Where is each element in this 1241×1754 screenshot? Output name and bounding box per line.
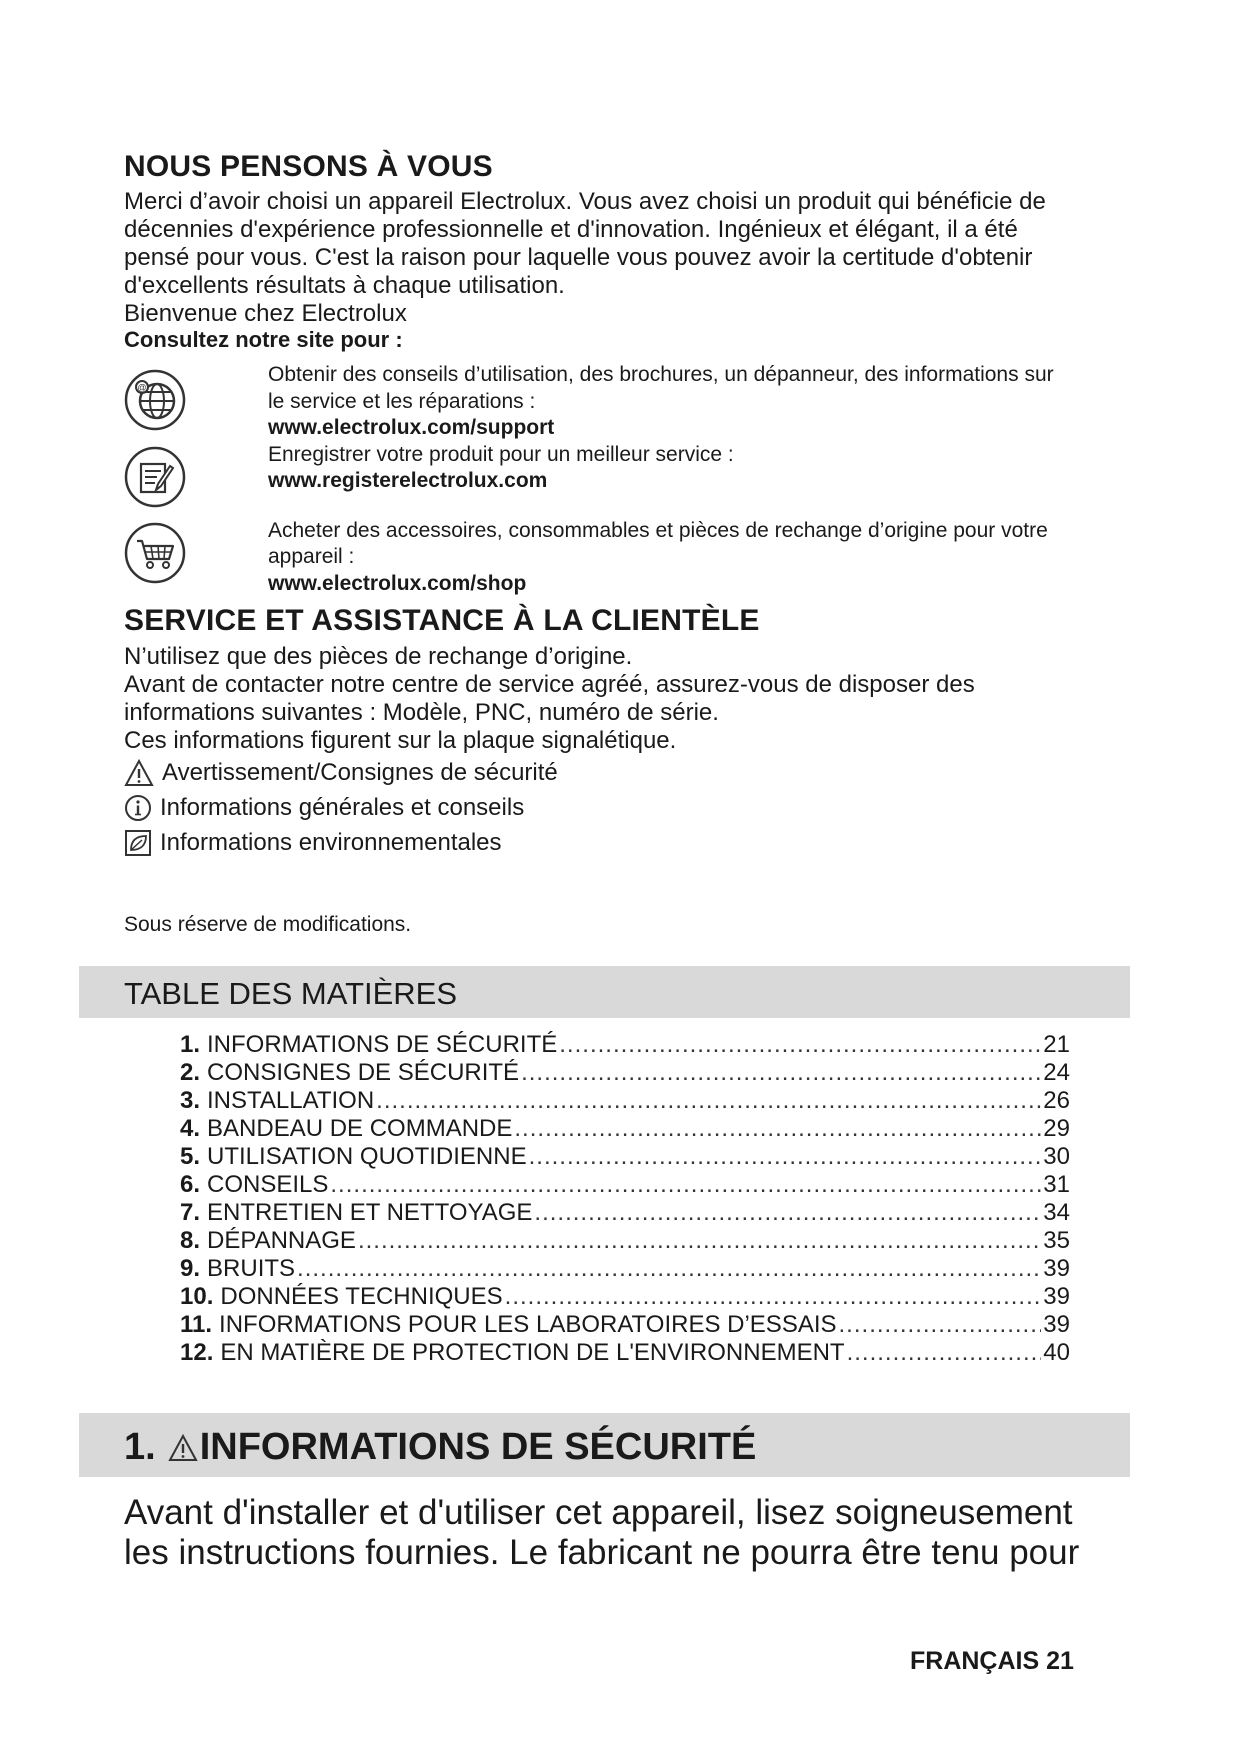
safety-title: INFORMATIONS DE SÉCURITÉ — [199, 1426, 757, 1468]
modification-note: Sous réserve de modifications. — [124, 913, 412, 936]
toc-header-bar — [79, 966, 1130, 1018]
toc-number: 11. — [180, 1311, 213, 1338]
toc-number: 12. — [180, 1339, 214, 1366]
toc-number: 2. — [180, 1059, 201, 1086]
register-document-icon — [124, 446, 186, 508]
consult-label: Consultez notre site pour : — [124, 327, 403, 352]
toc-label: DONNÉES TECHNIQUES — [220, 1283, 503, 1310]
toc-number: 6. — [180, 1171, 201, 1198]
toc-page: 26 — [1043, 1087, 1070, 1114]
service-line: Avant de contacter notre centre de service agréé, assurez-vous de disposer des — [124, 671, 975, 698]
site-register-text: Enregistrer votre produit pour un meilleur service : — [268, 443, 734, 466]
info-icon — [124, 794, 152, 822]
toc-page: 31 — [1043, 1171, 1070, 1198]
site-shop-text: Acheter des accessoires, consommables et pièces de rechange d’origine pour votre — [268, 519, 1048, 542]
toc-label: BANDEAU DE COMMANDE — [207, 1115, 513, 1142]
welcome-line: d'excellents résultats à chaque utilisation. — [124, 272, 565, 299]
toc-title: TABLE DES MATIÈRES — [124, 976, 458, 1011]
warning-triangle-icon — [124, 759, 154, 787]
toc-item[interactable] — [180, 1143, 1070, 1171]
toc-label: EN MATIÈRE DE PROTECTION DE L'ENVIRONNEMENT — [220, 1339, 845, 1366]
toc-number: 8. — [180, 1227, 201, 1254]
toc-label: BRUITS — [207, 1255, 296, 1282]
toc-item[interactable] — [180, 1311, 1070, 1339]
safety-header-bar — [79, 1413, 1130, 1477]
svg-text:@: @ — [137, 382, 147, 393]
welcome-line: pensé pour vous. C'est la raison pour laquelle vous pouvez avoir la certitude d'obtenir — [124, 244, 1033, 271]
toc-number: 9. — [180, 1255, 201, 1282]
toc-number: 4. — [180, 1115, 201, 1142]
site-shop-text: appareil : — [268, 545, 355, 568]
toc-item[interactable] — [180, 1339, 1070, 1367]
toc-label: INFORMATIONS POUR LES LABORATOIRES D’ESSAIS — [219, 1311, 837, 1338]
toc-item[interactable] — [180, 1087, 1070, 1115]
shop-link[interactable]: www.electrolux.com/shop — [268, 572, 527, 595]
welcome-greeting: Bienvenue chez Electrolux — [124, 300, 407, 327]
toc-page: 34 — [1043, 1199, 1070, 1226]
legend-environment — [124, 828, 502, 858]
toc-page: 29 — [1043, 1115, 1070, 1142]
safety-intro-line: les instructions fournies. Le fabricant ne pourra être tenu pour — [124, 1533, 1080, 1572]
welcome-line: décennies d'expérience professionnelle et d'innovation. Ingénieux et élégant, il a été — [124, 216, 1018, 243]
toc-page: 21 — [1043, 1031, 1070, 1058]
safety-intro-line: Avant d'installer et d'utiliser cet appareil, lisez soigneusement — [124, 1493, 1073, 1532]
toc-item[interactable] — [180, 1031, 1070, 1059]
toc-number: 5. — [180, 1143, 201, 1170]
toc-number: 3. — [180, 1087, 201, 1114]
environment-leaf-icon — [124, 829, 152, 857]
welcome-line: Merci d’avoir choisi un appareil Electrolux. Vous avez choisi un produit qui bénéficie de — [124, 188, 1046, 215]
legend-label: Informations générales et conseils — [160, 794, 525, 821]
service-line: N’utilisez que des pièces de rechange d’origine. — [124, 643, 633, 670]
toc-label: DÉPANNAGE — [207, 1227, 356, 1254]
toc-label: ENTRETIEN ET NETTOYAGE — [207, 1199, 533, 1226]
toc-item[interactable] — [180, 1171, 1070, 1199]
warning-triangle-icon — [168, 1434, 198, 1462]
site-support-text: le service et les réparations : — [268, 390, 536, 413]
welcome-title: NOUS PENSONS À VOUS — [124, 150, 493, 183]
toc-number: 7. — [180, 1199, 201, 1226]
toc-item[interactable] — [180, 1115, 1070, 1143]
toc-label: CONSIGNES DE SÉCURITÉ — [207, 1059, 520, 1086]
globe-support-icon — [124, 369, 186, 431]
toc-item[interactable] — [180, 1059, 1070, 1087]
toc-page: 39 — [1043, 1255, 1070, 1282]
legend-info — [124, 793, 524, 823]
toc-item[interactable] — [180, 1199, 1070, 1227]
safety-number: 1. — [124, 1426, 156, 1468]
legend-label: Avertissement/Consignes de sécurité — [162, 759, 558, 786]
support-link[interactable]: www.electrolux.com/support — [268, 416, 555, 439]
service-line: informations suivantes : Modèle, PNC, numéro de série. — [124, 699, 719, 726]
legend-warning — [124, 758, 558, 788]
page-footer: FRANÇAIS 21 — [910, 1647, 1074, 1675]
toc-label: UTILISATION QUOTIDIENNE — [207, 1143, 527, 1170]
toc-page: 24 — [1043, 1059, 1070, 1086]
toc-page: 30 — [1043, 1143, 1070, 1170]
safety-heading — [124, 1426, 756, 1469]
register-link[interactable]: www.registerelectrolux.com — [268, 469, 548, 492]
toc-number: 10. — [180, 1283, 214, 1310]
service-title: SERVICE ET ASSISTANCE À LA CLIENTÈLE — [124, 604, 760, 637]
toc-label: CONSEILS — [207, 1171, 329, 1198]
shopping-cart-icon — [124, 522, 186, 584]
toc-page: 35 — [1043, 1227, 1070, 1254]
toc-label: INSTALLATION — [207, 1087, 375, 1114]
site-support-text: Obtenir des conseils d’utilisation, des brochures, un dépanneur, des informations sur — [268, 363, 1054, 386]
toc-page: 39 — [1043, 1283, 1070, 1310]
toc-item[interactable] — [180, 1283, 1070, 1311]
toc-page: 40 — [1043, 1339, 1070, 1366]
toc-page: 39 — [1043, 1311, 1070, 1338]
toc-number: 1. — [180, 1031, 201, 1058]
toc-label: INFORMATIONS DE SÉCURITÉ — [207, 1031, 558, 1058]
toc-item[interactable] — [180, 1255, 1070, 1283]
service-line: Ces informations figurent sur la plaque signalétique. — [124, 727, 677, 754]
toc-item[interactable] — [180, 1227, 1070, 1255]
legend-label: Informations environnementales — [160, 829, 502, 856]
